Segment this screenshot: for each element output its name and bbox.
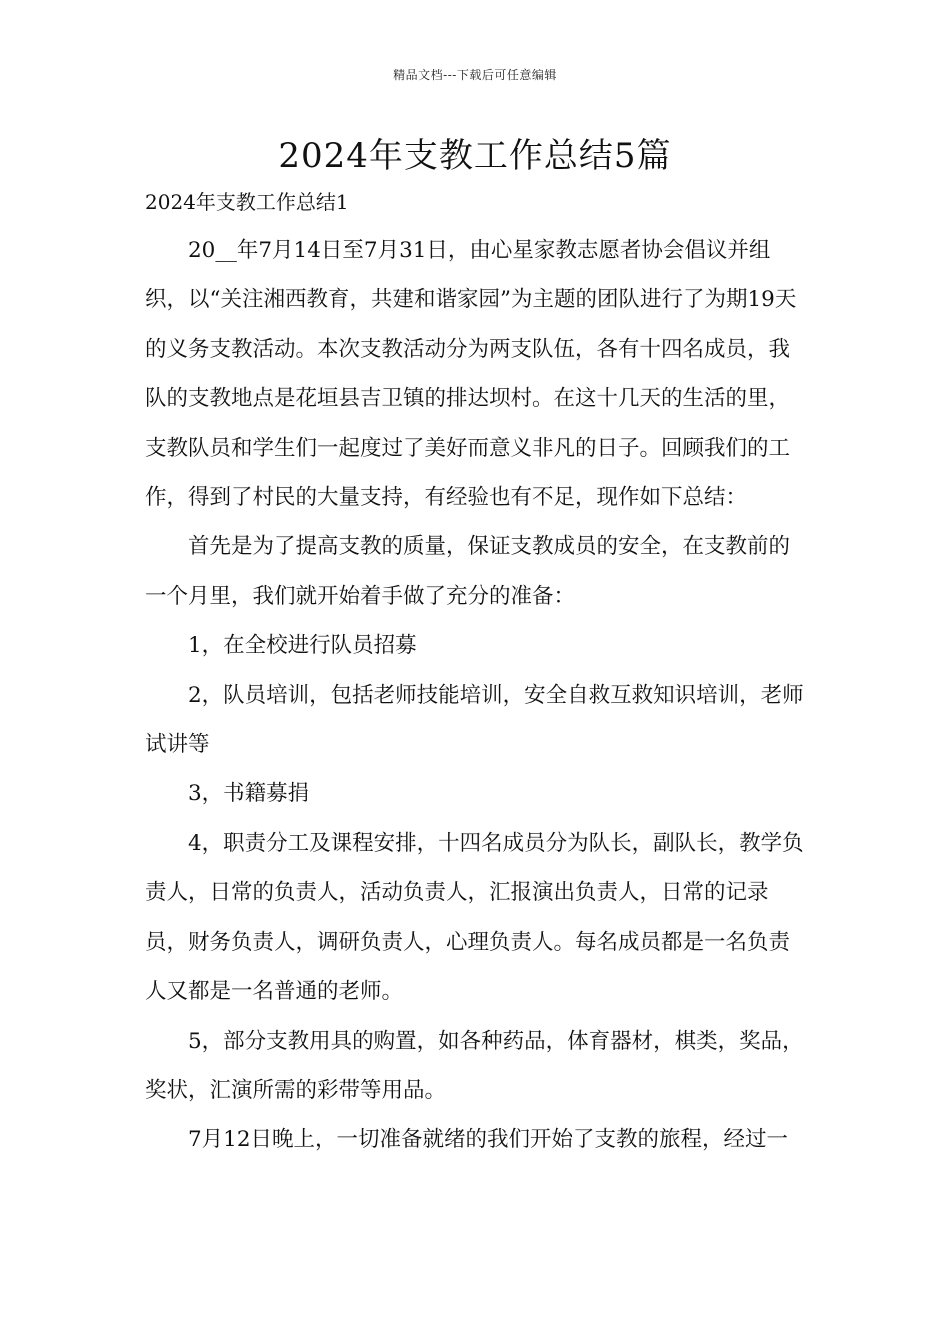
list-item: 3，书籍募捐 — [188, 781, 310, 807]
list-item: 4，职责分工及课程安排，十四名成员分为队长，副队长，教学负责人，日常的负责人，活动负责人，汇报演出负责人，日常的记录员，财务负责人，调研负责人，心理负责人。每名成员都是一名负责人又都是一名普通的老师。 — [145, 830, 804, 1005]
section-title: 2024年支教工作总结1 — [145, 190, 349, 214]
list-item: 2，队员培训，包括老师技能培训，安全自救互救知识培训，老师试讲等 — [145, 682, 804, 758]
list-item: 5，部分支教用具的购置，如各种药品，体育器材，棋类，奖品，奖状，汇演所需的彩带等用品。 — [145, 1028, 804, 1103]
paragraph: 首先是为了提高支教的质量，保证支教成员的安全，在支教前的一个月里，我们就开始着手做了充分的准备： — [145, 534, 791, 609]
document-title: 2024年支教工作总结5篇 — [278, 136, 672, 176]
header-note: 精品文档---下载后可任意编辑 — [393, 68, 557, 82]
list-item: 1，在全校进行队员招募 — [188, 633, 417, 659]
paragraph: 20__年7月14日至7月31日，由心星家教志愿者协会倡议并组织，以“关注湘西教育，共建和谐家园”为主题的团队进行了为期19天的义务支教活动。本次支教活动分为两支队伍，各有十四名成员，我队的支教地点是花垣县吉卫镇的排达坝村。在这十几天的生活的里，支教队员和学生们一起度过了美好而意义非凡的日子。回顾我们的工作，得到了村民的大量支持，有经验也有不足，现作如下总结： — [145, 238, 797, 511]
paragraph: 7月12日晚上，一切准备就绪的我们开始了支教的旅程，经过一 — [188, 1127, 789, 1153]
body-text — [145, 226, 811, 1165]
